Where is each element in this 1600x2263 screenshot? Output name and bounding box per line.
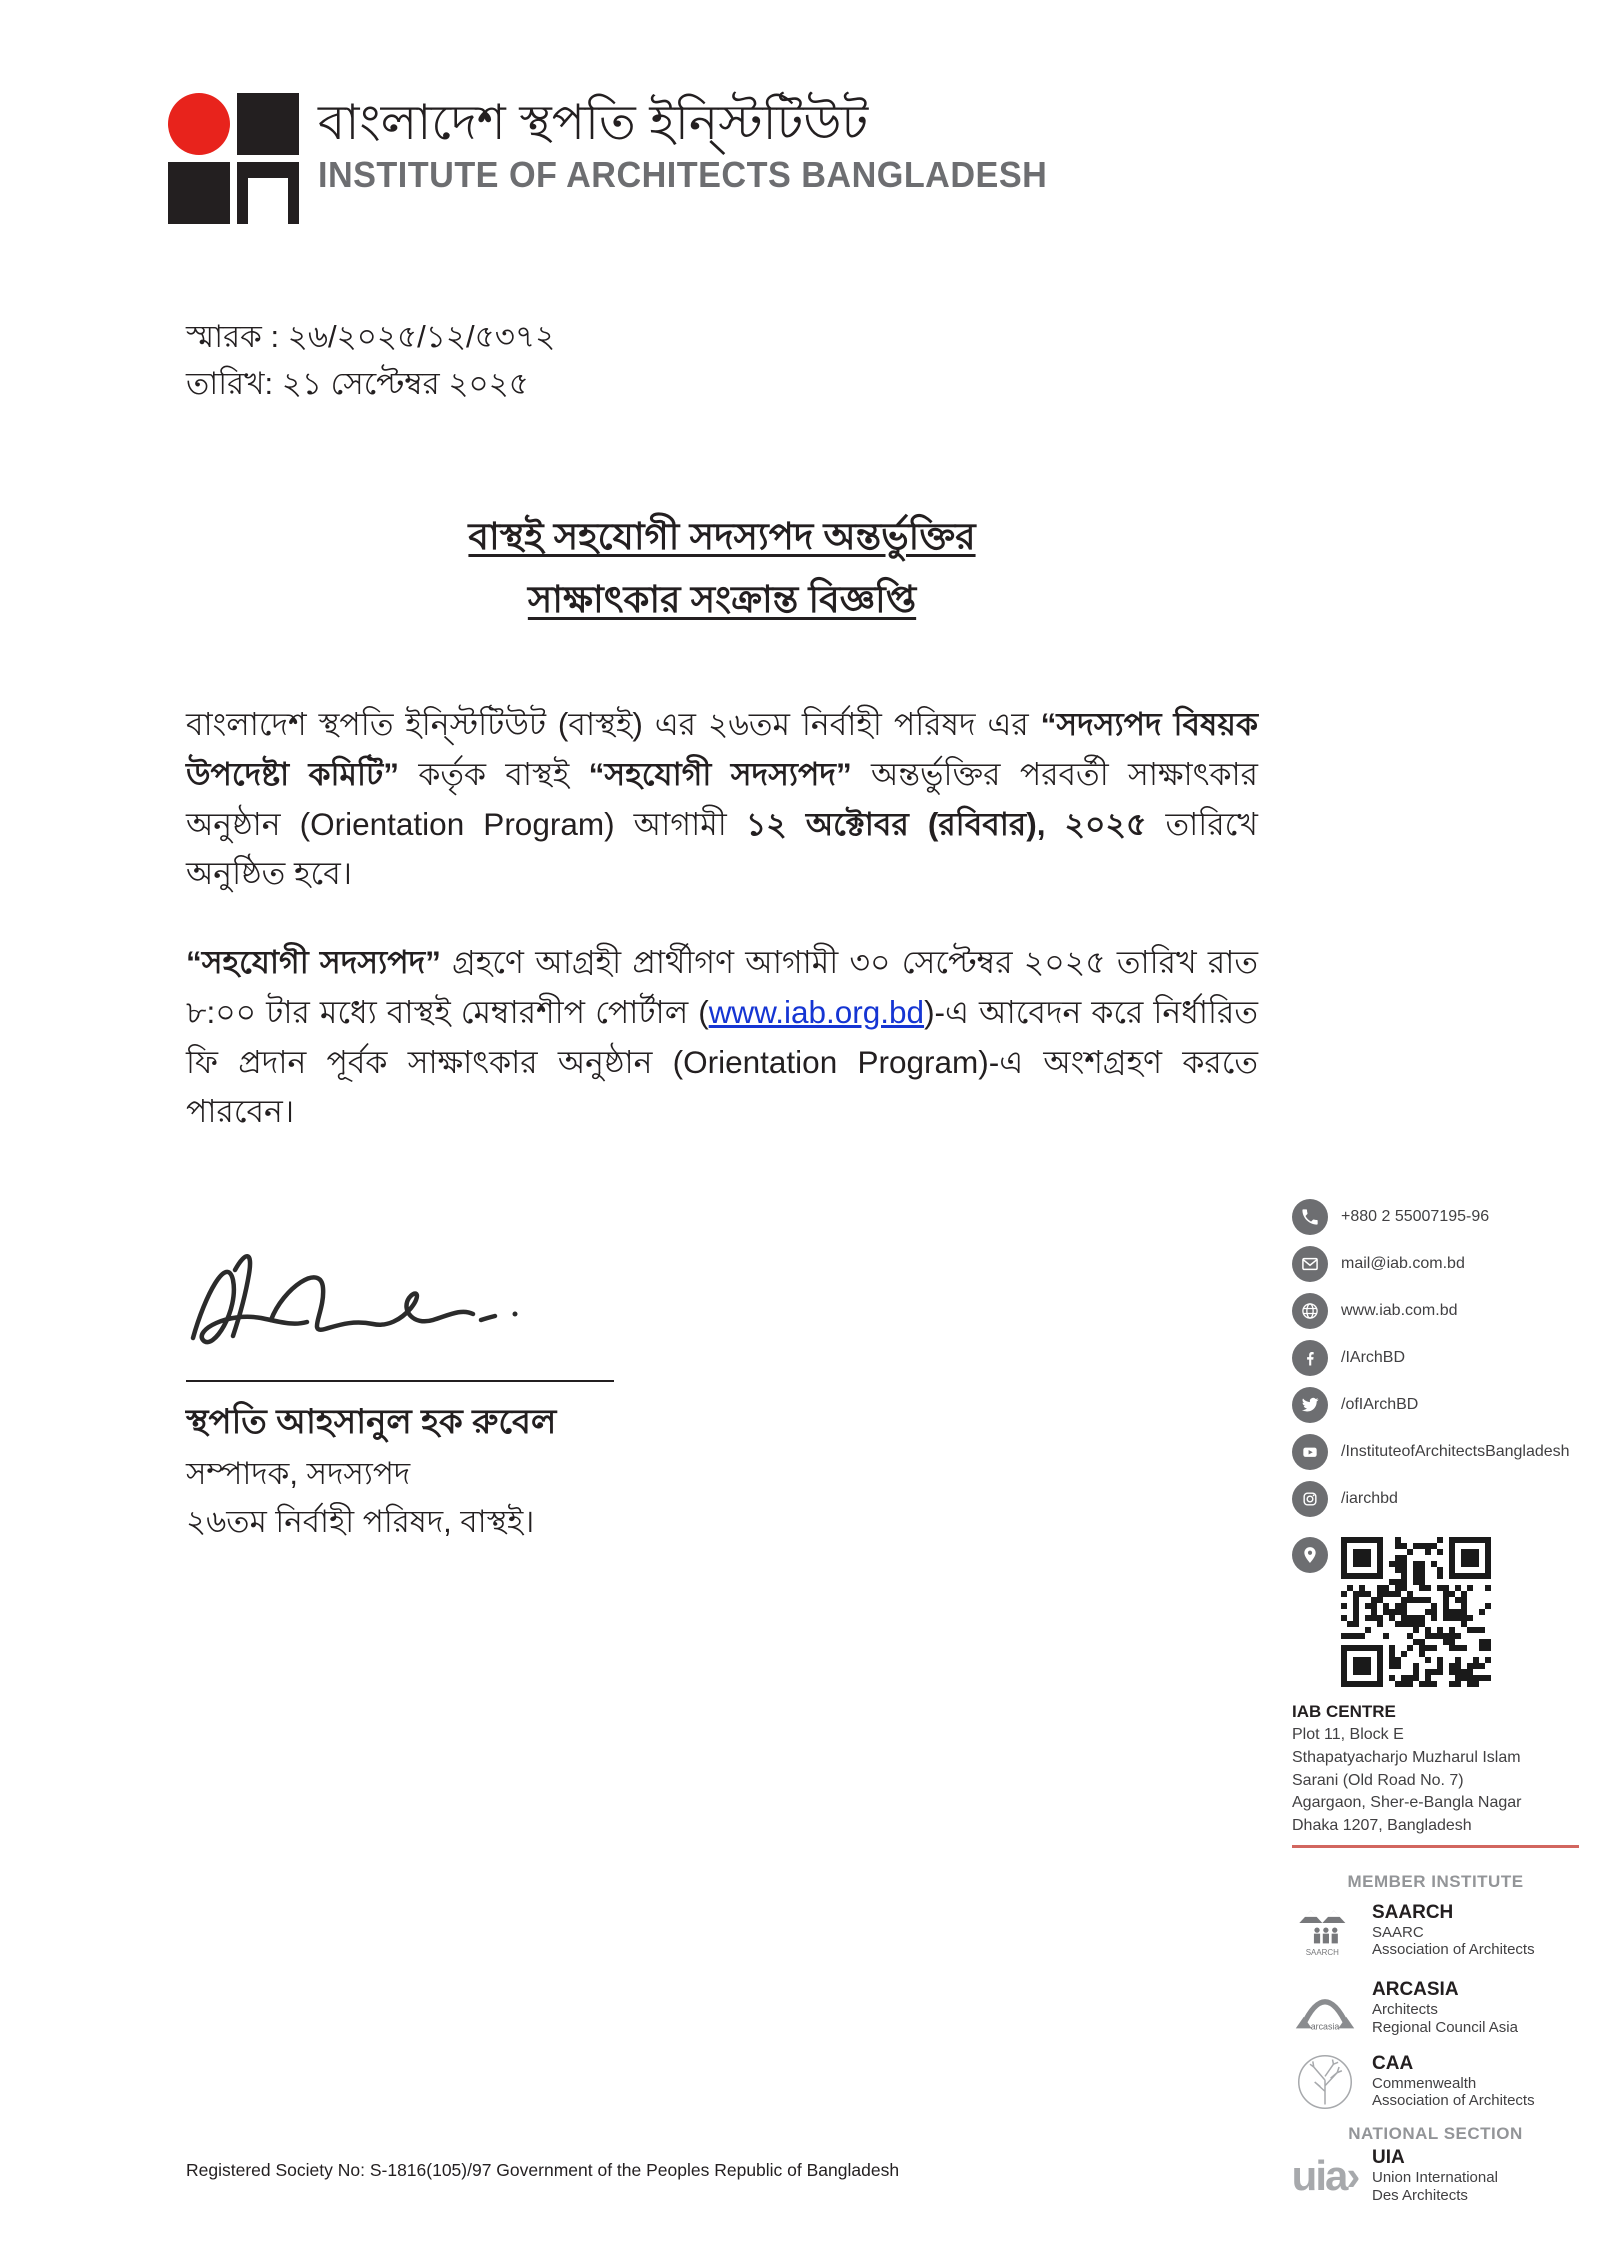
affiliation-caa: [1292, 2052, 1535, 2112]
mail-icon: [1292, 1246, 1328, 1282]
affiliation-sub: Architects: [1372, 2000, 1438, 2018]
logo-red-circle: [168, 93, 230, 155]
affiliation-sub: Association of Architects: [1372, 1941, 1535, 1959]
p2-text: গ্রহণে আগ্রহী প্রার্থীগণ আগামী ৩০ সেপ্টেম্বর ২০২৫ তারিখ রাত ৮:০০ টার মধ্যে বাস্থই মেম্বারশীপ পোর্টাল (: [186, 944, 1258, 1030]
signatory-council: ২৬তম নির্বাহী পরিষদ, বাস্থই।: [186, 1504, 535, 1539]
affiliation-abbr: SAARCH: [1372, 1901, 1454, 1923]
arcasia-logo: [1292, 1980, 1358, 2036]
p1-text: অন্তর্ভুক্তির পরবর্তী সাক্ষাৎকার অনুষ্ঠান (Orientation Program) আগামী: [186, 755, 1258, 842]
uia-logo: [1291, 2152, 1359, 2200]
p1-text: বাংলাদেশ স্থপতি ইন্স্টিটিউট (বাস্থই) এর ২৬তম নির্বাহী পরিষদ এর: [186, 706, 1041, 742]
instagram-icon: [1292, 1481, 1328, 1517]
qr-code: [1341, 1537, 1491, 1687]
signatory-role: সম্পাদক, সদস্যপদ: [186, 1456, 411, 1491]
website-url: www.iab.com.bd: [1341, 1302, 1458, 1319]
address-line: Agargaon, Sher-e-Bangla Nagar: [1292, 1794, 1522, 1812]
youtube-icon: [1292, 1434, 1328, 1470]
saarch-logo-caption: SAARCH: [1305, 1947, 1339, 1957]
saarch-logo: [1292, 1900, 1358, 1962]
registration-footer: Registered Society No: S-1816(105)/97 Government of the Peoples Republic of Bangladesh: [186, 2160, 900, 2180]
contact-instagram: [1292, 1481, 1570, 1517]
arcasia-logo-caption: arcasia: [1310, 2021, 1340, 2032]
affiliation-sub: Des Architects: [1372, 2186, 1468, 2204]
iab-logo-mark-icon: [168, 93, 300, 225]
signatory-name: স্থপতি আহসানুল হক রুবেল: [186, 1403, 557, 1441]
p1-text: কর্তৃক বাস্থই: [398, 755, 589, 792]
org-name-bengali: বাংলাদেশ স্থপতি ইন্স্টিটিউট: [318, 96, 869, 150]
affiliation-arcasia: [1292, 1980, 1518, 2036]
org-name-block: [318, 93, 1086, 225]
address-name: IAB CENTRE: [1292, 1702, 1396, 1721]
uia-logo-text: uia›: [1291, 2152, 1359, 2200]
p2-text: )-এ আবেদন করে নির্ধারিত ফি প্রদান পূর্বক সাক্ষাৎকার অনুষ্ঠান (Orientation Program)-এ অংশগ্রহণ করতে পারবেন।: [186, 993, 1258, 1130]
logo-open-frame: [237, 162, 299, 224]
contact-twitter: [1292, 1387, 1570, 1423]
affiliation-sub: Union International: [1372, 2168, 1498, 2186]
affiliation-abbr: CAA: [1372, 2052, 1414, 2074]
facebook-icon: [1292, 1340, 1328, 1376]
affiliation-sub: Commenwealth: [1372, 2074, 1477, 2092]
logo-black-square-bottom: [168, 162, 230, 224]
p2-bold-membership: “সহযোগী সদস্যপদ”: [186, 944, 441, 980]
p1-text: তারিখে অনুষ্ঠিত হবে।: [186, 805, 1258, 892]
org-name-english: INSTITUTE OF ARCHITECTS BANGLADESH: [318, 154, 1048, 196]
affiliation-text: [1372, 1903, 1535, 1959]
address-block: [1292, 1700, 1521, 1838]
address-line: Dhaka 1207, Bangladesh: [1292, 1817, 1472, 1834]
signature-image: [175, 1240, 555, 1375]
signature-rule: [186, 1380, 614, 1382]
memo-number: স্মারক : ২৬/২০২৫/১২/৫৩৭২: [186, 319, 556, 354]
logo-black-square-top: [237, 93, 299, 155]
body-paragraph-2: [186, 938, 1258, 1137]
contact-youtube: [1292, 1434, 1570, 1470]
location-block: [1292, 1537, 1491, 1687]
address-line: Sarani (Old Road No. 7): [1292, 1771, 1464, 1789]
member-institute-heading: MEMBER INSTITUTE: [1347, 1872, 1524, 1891]
affiliation-text: [1372, 2054, 1535, 2110]
sidebar-divider: [1292, 1845, 1579, 1848]
contact-website: [1292, 1293, 1570, 1329]
twitter-icon: [1292, 1387, 1328, 1423]
contact-list: [1292, 1199, 1570, 1517]
iab-portal-link[interactable]: www.iab.org.bd: [708, 993, 925, 1030]
notice-title: [186, 506, 1258, 632]
affiliation-text: [1372, 1980, 1518, 2036]
phone-number: +880 2 55007195-96: [1341, 1208, 1490, 1225]
national-section-heading: NATIONAL SECTION: [1348, 2124, 1523, 2143]
contact-email: [1292, 1246, 1570, 1282]
address-line: Sthapatyacharjo Muzharul Islam: [1292, 1748, 1521, 1766]
affiliation-sub: SAARC: [1372, 1923, 1424, 1941]
affiliation-sub: Regional Council Asia: [1372, 2018, 1518, 2036]
facebook-handle: /IArchBD: [1341, 1349, 1406, 1366]
phone-icon: [1292, 1199, 1328, 1235]
memo-block: [186, 314, 555, 407]
contact-facebook: [1292, 1340, 1570, 1376]
instagram-handle: /iarchbd: [1341, 1490, 1398, 1507]
affiliation-abbr: ARCASIA: [1372, 1979, 1459, 2000]
twitter-handle: /ofIArchBD: [1341, 1396, 1419, 1413]
youtube-handle: /InstituteofArchitectsBangladesh: [1341, 1443, 1570, 1460]
p1-bold-date: ১২ অক্টোবর (রবিবার), ২০২৫: [745, 805, 1147, 842]
memo-date: তারিখ: ২১ সেপ্টেম্বর ২০২৫: [186, 365, 529, 401]
body-paragraph-1: [186, 700, 1258, 899]
p1-bold-membership: “সহযোগী সদস্যপদ”: [588, 755, 852, 792]
affiliation-text: [1372, 2148, 1498, 2204]
affiliation-uia: [1292, 2148, 1498, 2204]
contact-phone: [1292, 1199, 1570, 1235]
email-address: mail@iab.com.bd: [1341, 1255, 1465, 1272]
caa-logo: [1292, 2052, 1358, 2112]
globe-icon: [1292, 1293, 1328, 1329]
address-line: Plot 11, Block E: [1292, 1726, 1404, 1744]
affiliation-sub: Association of Architects: [1372, 2092, 1535, 2110]
location-icon: [1292, 1537, 1328, 1573]
notice-title-line1: বাস্থই সহযোগী সদস্যপদ অন্তর্ভুক্তির: [468, 516, 976, 557]
affiliation-saarch: [1292, 1900, 1535, 1962]
org-logo: [168, 93, 1086, 225]
affiliation-abbr: UIA: [1372, 2147, 1405, 2168]
notice-title-line2: সাক্ষাৎকার সংক্রান্ত বিজ্ঞপ্তি: [527, 578, 917, 620]
p1-bold-committee: “সদস্যপদ বিষয়ক উপদেষ্টা কমিটি”: [186, 706, 1258, 792]
